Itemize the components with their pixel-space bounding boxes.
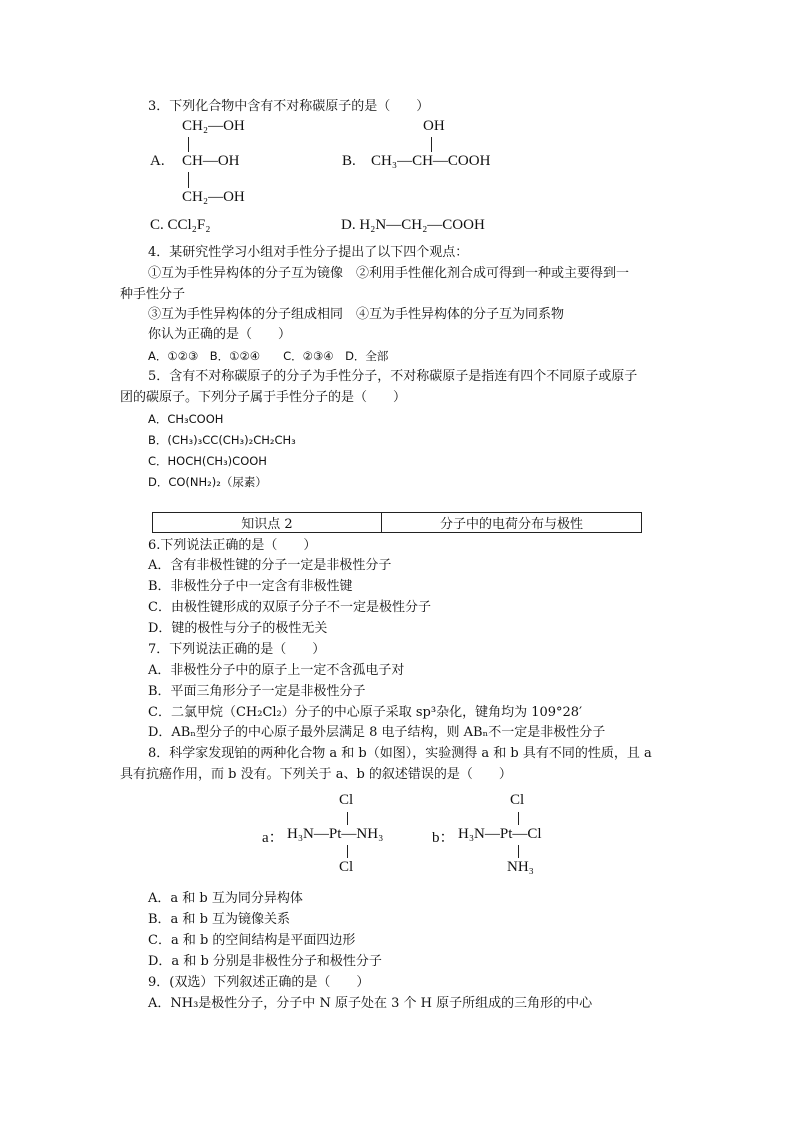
q6-optA: A．含有非极性键的分子一定是非极性分子: [148, 558, 392, 573]
q4-line1: ①互为手性异构体的分子互为镜像 ②利用手性催化剂合成可得到一种或主要得到一: [148, 266, 630, 281]
q8-b-label: b：: [432, 830, 455, 846]
q8-a-top: Cl: [339, 792, 354, 808]
q7-optB: B．平面三角形分子一定是非极性分子: [148, 684, 366, 699]
q7-optD: D．ABₙ型分子的中心原子最外层满足 8 电子结构，则 ABₙ不一定是非极性分子: [148, 725, 606, 740]
q8-a-main: H₃N—Pt—NH₃: [287, 826, 384, 842]
q8-optC: C．a 和 b 的空间结构是平面四边形: [148, 933, 356, 948]
q3-optA-mid: CH—OH: [182, 153, 240, 169]
knowledge-point-table: [152, 512, 642, 533]
q8-stem-line1: 8．科学家发现铂的两种化合物 a 和 b（如图），实验测得 a 和 b 具有不同的性质，且 a: [148, 746, 652, 761]
q3-optB-top: OH: [423, 118, 445, 134]
q7-stem: 7．下列说法正确的是（ ）: [148, 642, 326, 657]
q8-optD: D．a 和 b 分别是非极性分子和极性分子: [148, 954, 382, 969]
q3-optA-label: A.: [150, 153, 165, 169]
q9-stem: 9．(双选）下列叙述正确的是（ ）: [148, 975, 370, 990]
bond-line: [347, 845, 348, 858]
q8-a-label: a：: [262, 830, 284, 846]
q3-stem: 3．下列化合物中含有不对称碳原子的是（ ）: [148, 99, 430, 114]
q6-optB: B．非极性分子中一定含有非极性键: [148, 579, 353, 594]
q8-b-top: Cl: [510, 792, 525, 808]
q8-stem-line2: 具有抗癌作用，而 b 没有。下列关于 a、b 的叙述错误的是（ ）: [120, 767, 512, 782]
q5-stem-line2: 团的碳原子。下列分子属于手性分子的是（ ）: [120, 390, 407, 405]
q5-optA: A．CH₃COOH: [148, 412, 224, 426]
bond-line: [518, 812, 519, 825]
q8-b-bot: NH₃: [507, 859, 534, 875]
q5-optC: C．HOCH(CH₃)COOH: [148, 454, 267, 468]
q3-optC: C. CCl₂F₂: [150, 217, 211, 233]
q9-optA: A．NH₃是极性分子，分子中 N 原子处在 3 个 H 原子所组成的三角形的中心: [148, 996, 593, 1011]
bond-line: [188, 172, 189, 188]
knowledge-point-label: 知识点 2: [153, 513, 382, 533]
q5-stem-line1: 5．含有不对称碳原子的分子为手性分子，不对称碳原子是指连有四个不同原子或原子: [148, 369, 638, 384]
q7-optA: A．非极性分子中的原子上一定不含孤电子对: [148, 663, 405, 678]
q3-optA-top: CH₂—OH: [182, 118, 245, 134]
bond-line: [188, 137, 189, 152]
q7-optC: C．二氯甲烷（CH₂Cl₂）分子的中心原子采取 sp³杂化，键角均为 109°28′: [148, 705, 583, 720]
q6-stem: 6.下列说法正确的是（ ）: [148, 538, 317, 553]
q4-line3: ③互为手性异构体的分子组成相同 ④互为手性异构体的分子互为同系物: [148, 307, 565, 322]
q4-line2: 种手性分子: [120, 287, 186, 302]
bond-line: [518, 845, 519, 858]
q8-optA: A．a 和 b 互为同分异构体: [148, 891, 303, 906]
q5-optD: D．CO(NH₂)₂（尿素）: [148, 475, 267, 489]
q5-optB: B．(CH₃)₃CC(CH₃)₂CH₂CH₃: [148, 433, 296, 447]
q4-options: A．①②③ B．①②④ C．②③④ D．全部: [148, 349, 389, 363]
q8-optB: B．a 和 b 互为镜像关系: [148, 912, 291, 927]
q8-a-bot: Cl: [339, 859, 354, 875]
q6-optC: C．由极性键形成的双原子分子不一定是极性分子: [148, 600, 431, 615]
q6-optD: D．键的极性与分子的极性无关: [148, 621, 328, 636]
q3-optB-main: CH₃—CH—COOH: [371, 153, 491, 169]
bond-line: [347, 812, 348, 825]
q8-b-main: H₃N—Pt—Cl: [458, 826, 542, 842]
q3-optB-label: B.: [342, 153, 356, 169]
q3-optA-bot: CH₂—OH: [182, 189, 245, 205]
bond-line: [431, 137, 432, 152]
q4-line4: 你认为正确的是（ ）: [148, 327, 292, 342]
q3-optD: D. H₂N—CH₂—COOH: [341, 217, 485, 233]
knowledge-point-title: 分子中的电荷分布与极性: [382, 513, 642, 533]
q4-stem: 4．某研究性学习小组对手性分子提出了以下四个观点：: [148, 245, 469, 260]
